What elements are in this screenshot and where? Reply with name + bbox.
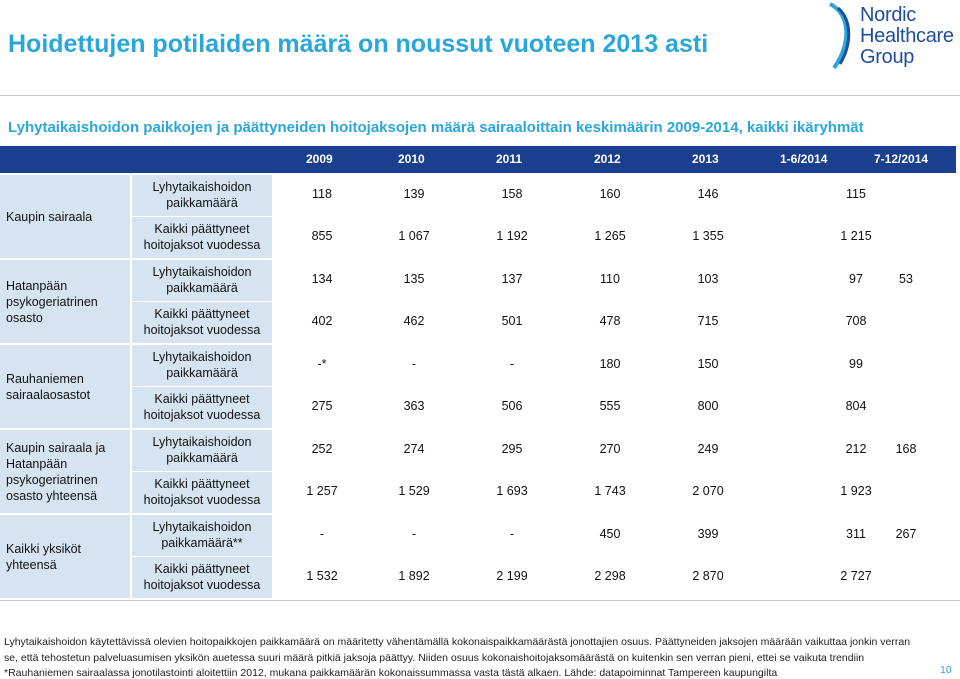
year-header: 2011 bbox=[496, 152, 523, 166]
table-cell-value: 506 bbox=[501, 399, 523, 414]
table-cell-value: 53 bbox=[899, 272, 913, 287]
page-title: Hoidettujen potilaiden määrä on noussut vuoteen 2013 asti bbox=[8, 30, 709, 58]
metric-label: Lyhytaikaishoidon paikkamäärä bbox=[152, 265, 252, 296]
metric-label: Lyhytaikaishoidon paikkamäärä** bbox=[152, 520, 252, 551]
table-cell-value: 1 257 bbox=[306, 484, 338, 499]
table-cell-value: 1 215 bbox=[840, 229, 872, 244]
metric-label-cell bbox=[132, 430, 272, 471]
category-label: Hatanpään psykogeriatrinen osasto bbox=[6, 278, 98, 325]
table-cell-value: 168 bbox=[895, 442, 917, 457]
table-cell-value: 462 bbox=[403, 314, 425, 329]
metric-label: Kaikki päättyneet hoitojaksot vuodessa bbox=[143, 307, 261, 338]
table-cell-value: 1 265 bbox=[594, 229, 626, 244]
year-header: 2009 bbox=[306, 152, 333, 166]
year-header: 2013 bbox=[692, 152, 719, 166]
metric-label-cell bbox=[132, 345, 272, 386]
table-cell-value: 134 bbox=[311, 272, 333, 287]
table-cell-value: 402 bbox=[311, 314, 333, 329]
table-cell-value: - bbox=[411, 527, 417, 542]
metric-label-cell bbox=[132, 260, 272, 301]
table-cell-value: 1 693 bbox=[496, 484, 528, 499]
metric-label-cell bbox=[132, 557, 272, 599]
table-cell-value: 1 743 bbox=[594, 484, 626, 499]
table-cell-value: 270 bbox=[599, 442, 621, 457]
table-cell-value: 103 bbox=[697, 272, 719, 287]
table-cell-value: 1 923 bbox=[840, 484, 872, 499]
metric-label: Lyhytaikaishoidon paikkamäärä bbox=[152, 180, 252, 211]
year-header: 7-12/2014 bbox=[874, 152, 929, 166]
category-label: Kaikki yksiköt yhteensä bbox=[6, 541, 82, 572]
table-cell-value: 267 bbox=[895, 527, 917, 542]
category-cell bbox=[0, 345, 130, 428]
divider-top bbox=[0, 95, 960, 96]
metric-label: Kaikki päättyneet hoitojaksot vuodessa bbox=[143, 392, 261, 423]
table-cell-value: 1 192 bbox=[496, 229, 528, 244]
metric-label-cell bbox=[132, 472, 272, 514]
table-cell-value: 180 bbox=[599, 357, 621, 372]
metric-label: Kaikki päättyneet hoitojaksot vuodessa bbox=[143, 477, 261, 508]
metric-label: Kaikki päättyneet hoitojaksot vuodessa bbox=[143, 222, 261, 253]
metric-label-cell bbox=[132, 302, 272, 344]
table-cell-value: 1 892 bbox=[398, 569, 430, 584]
table-cell-value: 715 bbox=[697, 314, 719, 329]
table-cell-value: - bbox=[319, 527, 325, 542]
table-cell-value: -* bbox=[317, 357, 327, 372]
table-cell-value: 97 bbox=[849, 272, 863, 287]
table-cell-value: 160 bbox=[599, 187, 621, 202]
table-cell-value: 2 070 bbox=[692, 484, 724, 499]
year-header: 2010 bbox=[398, 152, 425, 166]
table-cell-value: - bbox=[509, 357, 515, 372]
table-cell-value: 2 199 bbox=[496, 569, 528, 584]
table-cell-value: 804 bbox=[845, 399, 867, 414]
category-cell bbox=[0, 260, 130, 343]
metric-label-cell bbox=[132, 515, 272, 556]
metric-label: Kaikki päättyneet hoitojaksot vuodessa bbox=[143, 562, 261, 593]
table-cell-value: 252 bbox=[311, 442, 333, 457]
table-cell-value: 1 532 bbox=[306, 569, 338, 584]
page-number: 10 bbox=[940, 664, 952, 676]
table-cell-value: 1 355 bbox=[692, 229, 724, 244]
category-cell bbox=[0, 175, 130, 258]
table-cell-value: 708 bbox=[845, 314, 867, 329]
footnote-1: Lyhytaikaishoidon käytettävissä olevien hoitopaikkojen paikkamäärä on määritetty vähentämällä kokonaispaikkamäärästä jonottajien osuus. Päättyneiden jaksojen määrään vaikuttaa jonkin verran bbox=[4, 636, 911, 648]
table-cell-value: 450 bbox=[599, 527, 621, 542]
table-cell-value: 135 bbox=[403, 272, 425, 287]
table-cell-value: 311 bbox=[846, 527, 866, 542]
year-header: 1-6/2014 bbox=[780, 152, 828, 166]
table-cell-value: 146 bbox=[697, 187, 719, 202]
category-cell bbox=[0, 430, 130, 513]
logo-line-1: Nordic bbox=[860, 4, 916, 26]
category-cell bbox=[0, 515, 130, 598]
category-label: Kaupin sairaala ja Hatanpään psykogeriatrinen osasto yhteensä bbox=[6, 440, 106, 503]
footnote-2: se, että tehostetun palveluasumisen yksikön auetessa suuri määrä pitkiä jaksoja päättyy. Niiden osuus kokonaishoitojaksomäärästä on kuitenkin sen verran pieni, ettei se vaikuta trendiin bbox=[4, 652, 865, 664]
nordic-healthcare-logo bbox=[824, 2, 958, 80]
table-cell-value: 295 bbox=[501, 442, 523, 457]
table-cell-value: 137 bbox=[501, 272, 523, 287]
table-subtitle: Lyhytaikaishoidon paikkojen ja päättyneiden hoitojaksojen määrä sairaaloittain keskimäärin 2009-2014, kaikki ikäryhmät bbox=[8, 119, 864, 136]
table-cell-value: 2 870 bbox=[692, 569, 724, 584]
table-cell-value: 1 529 bbox=[398, 484, 430, 499]
table-cell-value: 118 bbox=[312, 187, 332, 202]
category-label: Rauhaniemen sairaalaosastot bbox=[6, 371, 91, 402]
table-cell-value: 99 bbox=[849, 357, 863, 372]
metric-label-cell bbox=[132, 217, 272, 259]
logo-line-2: Healthcare bbox=[860, 25, 954, 47]
metric-label: Lyhytaikaishoidon paikkamäärä bbox=[152, 435, 252, 466]
table-cell-value: 275 bbox=[311, 399, 333, 414]
table-cell-value: 399 bbox=[697, 527, 719, 542]
table-cell-value: - bbox=[411, 357, 417, 372]
table-cell-value: 1 067 bbox=[398, 229, 430, 244]
table-cell-value: 115 bbox=[846, 187, 866, 202]
table-cell-value: 2 298 bbox=[594, 569, 626, 584]
logo-line-3: Group bbox=[860, 46, 915, 68]
table-cell-value: 855 bbox=[311, 229, 333, 244]
table-cell-value: - bbox=[509, 527, 515, 542]
table-cell-value: 800 bbox=[697, 399, 719, 414]
table-cell-value: 501 bbox=[501, 314, 523, 329]
table-cell-value: 478 bbox=[599, 314, 621, 329]
metric-label-cell bbox=[132, 175, 272, 216]
year-header: 2012 bbox=[594, 152, 621, 166]
table-cell-value: 212 bbox=[845, 442, 867, 457]
metric-label-cell bbox=[132, 387, 272, 429]
metric-label: Lyhytaikaishoidon paikkamäärä bbox=[152, 350, 252, 381]
footnote-3: *Rauhaniemen sairaalassa jonotilastointi aloitettiin 2012, mukana paikkamäärän kokonaissummassa vasta tästä alkaen. Lähde: datapoiminnat Tampereen kaupungilta bbox=[4, 667, 778, 679]
table-cell-value: 139 bbox=[403, 187, 425, 202]
table-cell-value: 110 bbox=[600, 272, 620, 287]
table-cell-value: 150 bbox=[697, 357, 719, 372]
logo-arc-icon bbox=[824, 2, 860, 72]
table-cell-value: 249 bbox=[697, 442, 719, 457]
table-cell-value: 363 bbox=[403, 399, 425, 414]
year-header-row bbox=[0, 146, 956, 173]
divider-bottom bbox=[0, 600, 960, 601]
table-cell-value: 555 bbox=[599, 399, 621, 414]
table-cell-value: 158 bbox=[501, 187, 523, 202]
table-cell-value: 2 727 bbox=[840, 569, 872, 584]
category-label: Kaupin sairaala bbox=[6, 209, 93, 224]
table-cell-value: 274 bbox=[403, 442, 425, 457]
